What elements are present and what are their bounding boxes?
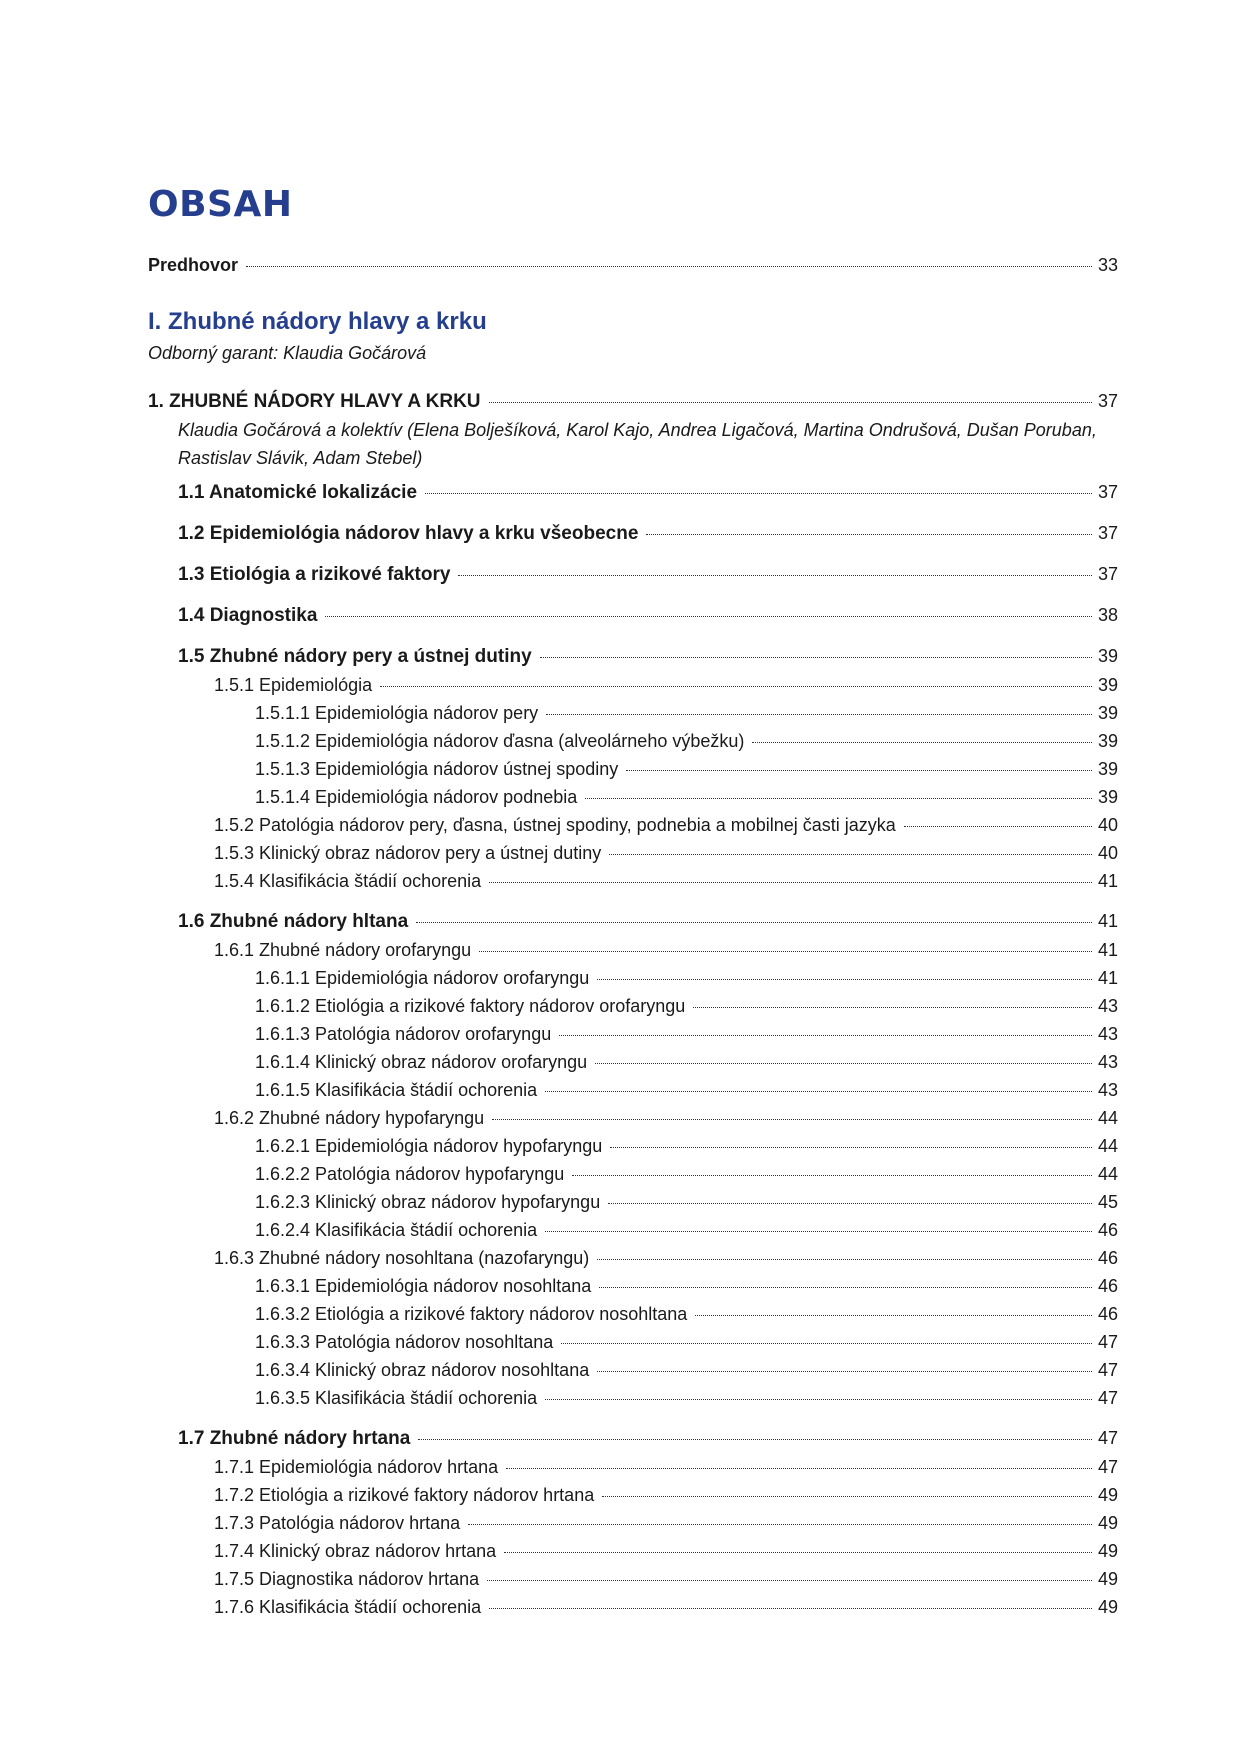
toc-entry-page: 44	[1097, 1108, 1118, 1128]
toc-entry-label: 1.6.1 Zhubné nádory orofaryngu	[214, 940, 472, 960]
toc-entry-label: 1.5.2 Patológia nádorov pery, ďasna, ústnej spodiny, podnebia a mobilnej časti jazyka	[214, 815, 896, 835]
dot-leader	[610, 1147, 1092, 1148]
toc-entry-page: 40	[1097, 843, 1118, 863]
dot-leader	[602, 1496, 1092, 1497]
dot-leader	[380, 686, 1092, 687]
dot-leader	[752, 742, 1092, 743]
toc-entry-label: 1.5.1.4 Epidemiológia nádorov podnebia	[255, 787, 578, 807]
dot-leader	[545, 1231, 1092, 1232]
toc-entry-page: 47	[1097, 1457, 1118, 1477]
toc-entry[interactable]	[148, 964, 1118, 992]
toc-entry-label: 1. ZHUBNÉ NÁDORY HLAVY A KRKU	[148, 391, 481, 412]
toc-entry[interactable]	[148, 560, 1118, 589]
toc-entry-page: 47	[1097, 1360, 1118, 1380]
toc-entry[interactable]	[148, 811, 1118, 839]
toc-entry[interactable]	[148, 699, 1118, 727]
dot-leader	[416, 922, 1092, 923]
toc-entry-page: 39	[1097, 787, 1118, 807]
page-title: OBSAH	[148, 184, 293, 225]
toc-entry[interactable]	[148, 1593, 1118, 1621]
toc-entry-label: 1.2 Epidemiológia nádorov hlavy a krku všeobecne	[178, 523, 639, 544]
toc-entry-label: 1.5.1.2 Epidemiológia nádorov ďasna (alveolárneho výbežku)	[255, 731, 745, 751]
toc-entry[interactable]	[148, 1453, 1118, 1481]
toc-entry[interactable]	[148, 1424, 1118, 1453]
toc-entry-label: 1.3 Etiológia a rizikové faktory	[178, 564, 451, 585]
dot-leader	[468, 1524, 1092, 1525]
dot-leader	[597, 1259, 1092, 1260]
dot-leader	[904, 826, 1092, 827]
dot-leader	[418, 1439, 1092, 1440]
dot-leader	[540, 657, 1092, 658]
toc-entry[interactable]	[148, 1076, 1118, 1104]
toc-entry-page: 40	[1097, 815, 1118, 835]
toc-list	[148, 478, 1118, 1621]
dot-leader	[479, 951, 1092, 952]
toc-entry[interactable]	[148, 907, 1118, 936]
toc-entry-page: 39	[1097, 759, 1118, 779]
toc-entry-page: 41	[1097, 940, 1118, 960]
toc-entry-page: 39	[1097, 731, 1118, 751]
dot-leader	[504, 1552, 1092, 1553]
toc-entry-page: 43	[1097, 996, 1118, 1016]
toc-entry-page: 49	[1097, 1513, 1118, 1533]
toc-entry[interactable]	[148, 1328, 1118, 1356]
toc-entry-label: 1.6.3.1 Epidemiológia nádorov nosohltana	[255, 1276, 592, 1296]
dot-leader	[458, 575, 1092, 576]
toc-entry-page: 43	[1097, 1024, 1118, 1044]
toc-entry-label: 1.5.4 Klasifikácia štádií ochorenia	[214, 871, 482, 891]
dot-leader	[545, 1399, 1092, 1400]
dot-leader	[489, 402, 1092, 403]
toc-entry-page: 39	[1097, 646, 1118, 666]
toc-entry-page: 47	[1097, 1388, 1118, 1408]
toc-entry-label: Predhovor	[148, 255, 239, 275]
toc-entry-page: 49	[1097, 1485, 1118, 1505]
toc-entry[interactable]	[148, 1188, 1118, 1216]
dot-leader	[572, 1175, 1092, 1176]
dot-leader	[546, 714, 1092, 715]
toc-entry[interactable]	[148, 1272, 1118, 1300]
dot-leader	[597, 979, 1092, 980]
part-guarantor: Odborný garant: Klaudia Gočárová	[148, 343, 427, 363]
dot-leader	[693, 1007, 1092, 1008]
toc-entry[interactable]	[148, 783, 1118, 811]
toc-entry-label: 1.6.2.3 Klinický obraz nádorov hypofaryngu	[255, 1192, 601, 1212]
toc-entry[interactable]	[148, 478, 1118, 507]
dot-leader	[425, 493, 1092, 494]
toc-entry-page: 41	[1097, 871, 1118, 891]
toc-entry[interactable]	[148, 601, 1118, 630]
toc-entry-label: 1.6.3.5 Klasifikácia štádií ochorenia	[255, 1388, 538, 1408]
toc-entry-label: 1.6.1.1 Epidemiológia nádorov orofaryngu	[255, 968, 590, 988]
toc-entry-preface[interactable]	[148, 251, 1118, 279]
toc-entry-label: 1.7.1 Epidemiológia nádorov hrtana	[214, 1457, 499, 1477]
toc-entry[interactable]	[148, 727, 1118, 755]
dot-leader	[608, 1203, 1092, 1204]
toc-entry-page: 33	[1097, 255, 1118, 275]
toc-entry-chapter[interactable]	[148, 387, 1118, 416]
toc-entry-label: 1.5.1.1 Epidemiológia nádorov pery	[255, 703, 539, 723]
toc-entry[interactable]	[148, 839, 1118, 867]
toc-entry-page: 47	[1097, 1428, 1118, 1448]
toc-entry[interactable]	[148, 1509, 1118, 1537]
toc-entry-page: 44	[1097, 1164, 1118, 1184]
dot-leader	[559, 1035, 1092, 1036]
toc-entry-page: 37	[1097, 482, 1118, 502]
toc-entry[interactable]	[148, 1048, 1118, 1076]
toc-entry[interactable]	[148, 1244, 1118, 1272]
toc-entry-page: 49	[1097, 1541, 1118, 1561]
toc-entry-page: 49	[1097, 1597, 1118, 1617]
toc-entry-page: 41	[1097, 911, 1118, 931]
toc-entry-page: 49	[1097, 1569, 1118, 1589]
toc-entry[interactable]	[148, 1132, 1118, 1160]
toc-entry-label: 1.5.1 Epidemiológia	[214, 675, 373, 695]
toc-entry[interactable]	[148, 671, 1118, 699]
toc-entry-page: 45	[1097, 1192, 1118, 1212]
toc-entry-label: 1.6.3.3 Patológia nádorov nosohltana	[255, 1332, 554, 1352]
toc-entry-label: 1.6.2.1 Epidemiológia nádorov hypofaryngu	[255, 1136, 603, 1156]
chapter-authors: Klaudia Gočárová a kolektív (Elena Bolješíková, Karol Kajo, Andrea Ligačová, Martina Ondrušová, Dušan Poruban, Rastislav Slávik, Adam Stebel)	[178, 420, 1097, 468]
toc-entry-page: 46	[1097, 1220, 1118, 1240]
toc-page	[148, 185, 1118, 1621]
dot-leader	[646, 534, 1092, 535]
dot-leader	[489, 882, 1092, 883]
toc-entry-label: 1.1 Anatomické lokalizácie	[178, 482, 418, 503]
toc-entry-label: 1.7 Zhubné nádory hrtana	[178, 1428, 411, 1449]
toc-entry-label: 1.6.2 Zhubné nádory hypofaryngu	[214, 1108, 485, 1128]
toc-entry-page: 37	[1097, 523, 1118, 543]
toc-entry-label: 1.7.2 Etiológia a rizikové faktory nádorov hrtana	[214, 1485, 595, 1505]
dot-leader	[545, 1091, 1092, 1092]
toc-entry[interactable]	[148, 1384, 1118, 1412]
toc-entry-label: 1.6.1.2 Etiológia a rizikové faktory nádorov orofaryngu	[255, 996, 686, 1016]
toc-entry[interactable]	[148, 642, 1118, 671]
toc-entry-page: 46	[1097, 1304, 1118, 1324]
toc-entry-label: 1.7.4 Klinický obraz nádorov hrtana	[214, 1541, 497, 1561]
toc-entry-page: 41	[1097, 968, 1118, 988]
toc-entry-label: 1.6.3 Zhubné nádory nosohltana (nazofaryngu)	[214, 1248, 590, 1268]
toc-entry-page: 43	[1097, 1052, 1118, 1072]
toc-entry[interactable]	[148, 1537, 1118, 1565]
dot-leader	[489, 1608, 1092, 1609]
dot-leader	[595, 1063, 1092, 1064]
toc-entry-label: 1.6.3.4 Klinický obraz nádorov nosohltana	[255, 1360, 590, 1380]
toc-entry-page: 44	[1097, 1136, 1118, 1156]
toc-entry-label: 1.6.1.4 Klinický obraz nádorov orofaryngu	[255, 1052, 588, 1072]
toc-entry-label: 1.5.3 Klinický obraz nádorov pery a ústnej dutiny	[214, 843, 602, 863]
toc-entry-label: 1.6.3.2 Etiológia a rizikové faktory nádorov nosohltana	[255, 1304, 688, 1324]
toc-entry-label: 1.7.3 Patológia nádorov hrtana	[214, 1513, 461, 1533]
toc-entry[interactable]	[148, 992, 1118, 1020]
toc-entry-page: 46	[1097, 1276, 1118, 1296]
dot-leader	[325, 616, 1092, 617]
toc-entry[interactable]	[148, 1356, 1118, 1384]
part-title: I. Zhubné nádory hlavy a krku	[148, 308, 487, 335]
toc-entry-label: 1.5.1.3 Epidemiológia nádorov ústnej spodiny	[255, 759, 619, 779]
toc-entry[interactable]	[148, 1565, 1118, 1593]
dot-leader	[695, 1315, 1092, 1316]
dot-leader	[246, 266, 1092, 267]
toc-entry[interactable]	[148, 867, 1118, 895]
dot-leader	[585, 798, 1092, 799]
toc-entry-page: 43	[1097, 1080, 1118, 1100]
toc-entry[interactable]	[148, 519, 1118, 548]
toc-entry-label: 1.6.1.3 Patológia nádorov orofaryngu	[255, 1024, 552, 1044]
toc-entry-label: 1.5 Zhubné nádory pery a ústnej dutiny	[178, 646, 532, 667]
dot-leader	[506, 1468, 1092, 1469]
toc-entry[interactable]	[148, 1216, 1118, 1244]
toc-entry-label: 1.7.6 Klasifikácia štádií ochorenia	[214, 1597, 482, 1617]
dot-leader	[487, 1580, 1092, 1581]
dot-leader	[609, 854, 1092, 855]
dot-leader	[597, 1371, 1092, 1372]
toc-entry[interactable]	[148, 1160, 1118, 1188]
dot-leader	[561, 1343, 1092, 1344]
toc-entry-label: 1.7.5 Diagnostika nádorov hrtana	[214, 1569, 480, 1589]
toc-entry-page: 46	[1097, 1248, 1118, 1268]
dot-leader	[492, 1119, 1092, 1120]
toc-entry[interactable]	[148, 936, 1118, 964]
toc-entry-page: 39	[1097, 675, 1118, 695]
toc-entry-page: 37	[1097, 391, 1118, 411]
toc-entry-label: 1.6.2.2 Patológia nádorov hypofaryngu	[255, 1164, 565, 1184]
toc-entry[interactable]	[148, 1104, 1118, 1132]
toc-entry-label: 1.6.2.4 Klasifikácia štádií ochorenia	[255, 1220, 538, 1240]
toc-entry-page: 37	[1097, 564, 1118, 584]
toc-entry[interactable]	[148, 1020, 1118, 1048]
toc-entry[interactable]	[148, 755, 1118, 783]
toc-entry-page: 38	[1097, 605, 1118, 625]
toc-entry[interactable]	[148, 1481, 1118, 1509]
toc-entry-label: 1.6 Zhubné nádory hltana	[178, 911, 409, 932]
toc-entry-page: 47	[1097, 1332, 1118, 1352]
dot-leader	[626, 770, 1092, 771]
toc-entry[interactable]	[148, 1300, 1118, 1328]
toc-entry-page: 39	[1097, 703, 1118, 723]
toc-entry-label: 1.4 Diagnostika	[178, 605, 318, 626]
toc-entry-label: 1.6.1.5 Klasifikácia štádií ochorenia	[255, 1080, 538, 1100]
dot-leader	[599, 1287, 1092, 1288]
